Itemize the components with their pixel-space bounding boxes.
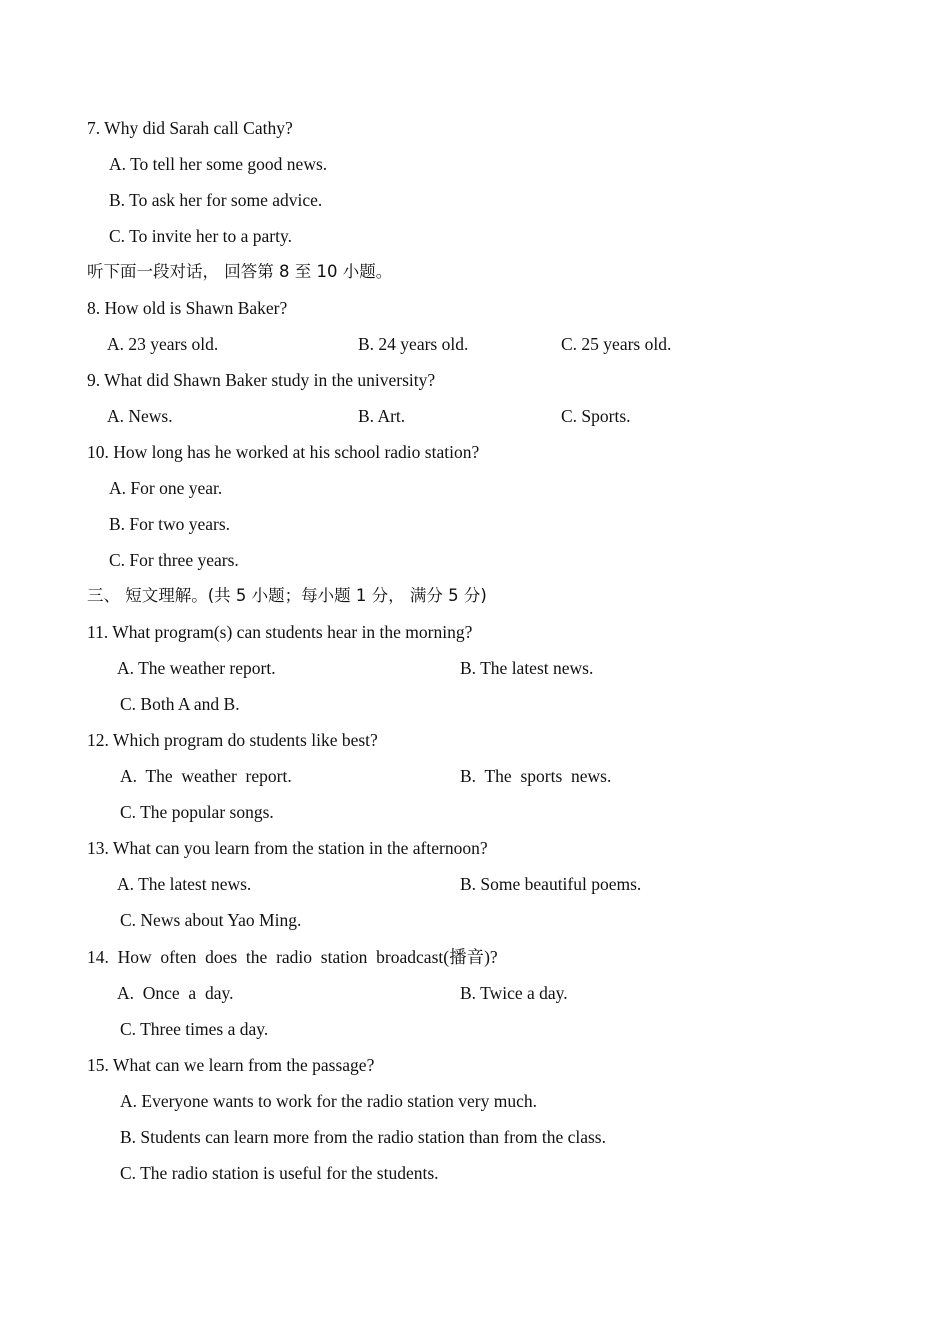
option-9a: A. News.: [107, 406, 173, 426]
option-13c: C. News about Yao Ming.: [120, 910, 302, 930]
question-13: 13. What can you learn from the station in the afternoon?: [87, 838, 488, 858]
option-11c: C. Both A and B.: [120, 694, 240, 714]
option-7b: B. To ask her for some advice.: [109, 190, 323, 210]
option-10b: B. For two years.: [109, 514, 231, 534]
dialogue-instruction: 听下面一段对话， 回答第 8 至 10 小题。: [87, 262, 393, 281]
option-14c: C. Three times a day.: [120, 1019, 269, 1039]
question-14: 14. How often does the radio station broadcast(播音)?: [87, 947, 498, 967]
option-15a: A. Everyone wants to work for the radio station very much.: [120, 1091, 537, 1111]
option-7c: C. To invite her to a party.: [109, 226, 292, 246]
option-10a: A. For one year.: [109, 478, 223, 498]
question-12: 12. Which program do students like best?: [87, 730, 378, 750]
option-12b: B. The sports news.: [460, 766, 612, 786]
option-11a: A. The weather report.: [117, 658, 276, 678]
option-8c: C. 25 years old.: [561, 334, 672, 354]
option-14a: A. Once a day.: [117, 983, 234, 1003]
question-11: 11. What program(s) can students hear in the morning?: [87, 622, 473, 642]
question-8: 8. How old is Shawn Baker?: [87, 298, 288, 318]
option-9c: C. Sports.: [561, 406, 631, 426]
question-7: 7. Why did Sarah call Cathy?: [87, 118, 293, 138]
option-13a: A. The latest news.: [117, 874, 252, 894]
section-three-heading: 三、 短文理解。(共 5 小题；每小题 1 分， 满分 5 分): [87, 586, 487, 605]
question-9: 9. What did Shawn Baker study in the university?: [87, 370, 436, 390]
option-12a: A. The weather report.: [120, 766, 292, 786]
option-7a: A. To tell her some good news.: [109, 154, 328, 174]
option-15b: B. Students can learn more from the radio station than from the class.: [120, 1127, 606, 1147]
option-11b: B. The latest news.: [460, 658, 594, 678]
question-10: 10. How long has he worked at his school radio station?: [87, 442, 480, 462]
option-14b: B. Twice a day.: [460, 983, 568, 1003]
option-13b: B. Some beautiful poems.: [460, 874, 642, 894]
option-8b: B. 24 years old.: [358, 334, 469, 354]
option-15c: C. The radio station is useful for the students.: [120, 1163, 439, 1183]
option-9b: B. Art.: [358, 406, 406, 426]
option-12c: C. The popular songs.: [120, 802, 274, 822]
option-10c: C. For three years.: [109, 550, 239, 570]
question-15: 15. What can we learn from the passage?: [87, 1055, 375, 1075]
option-8a: A. 23 years old.: [107, 334, 219, 354]
